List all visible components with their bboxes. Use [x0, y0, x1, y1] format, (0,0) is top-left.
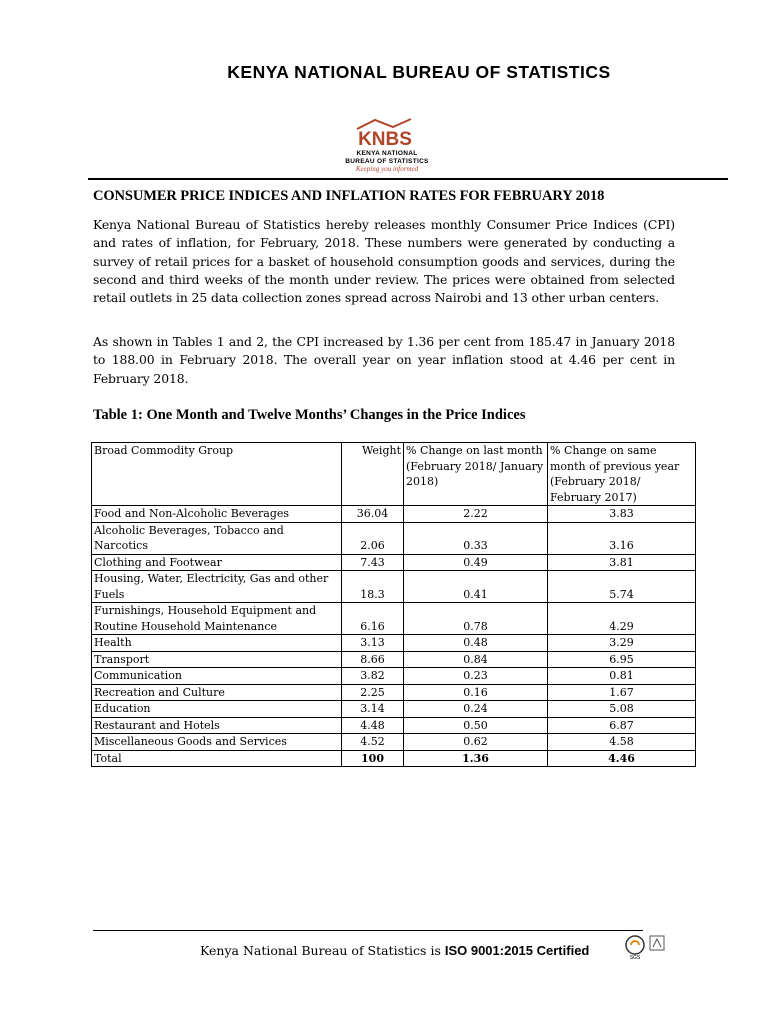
- cell-month-change: 0.41: [404, 571, 548, 603]
- cell-year-change: 1.67: [548, 684, 696, 701]
- cell-commodity-group: Alcoholic Beverages, Tobacco and Narcotics: [92, 522, 342, 554]
- cell-year-change: 6.87: [548, 717, 696, 734]
- footer-note: [200, 943, 589, 958]
- cell-year-change: 4.58: [548, 734, 696, 751]
- table-row: [92, 522, 696, 554]
- cell-commodity-group: Education: [92, 701, 342, 718]
- cell-commodity-group: Restaurant and Hotels: [92, 717, 342, 734]
- cell-month-change: 2.22: [404, 506, 548, 523]
- cell-commodity-group: Clothing and Footwear: [92, 554, 342, 571]
- cell-year-change: 3.29: [548, 635, 696, 652]
- cell-year-change: 3.83: [548, 506, 696, 523]
- cell-weight: 100: [342, 750, 404, 767]
- cell-year-change: 5.74: [548, 571, 696, 603]
- intro-paragraph: Kenya National Bureau of Statistics hereby releases monthly Consumer Price Indices (CPI) and rates of inflation, for February, 2018. These numbers were generated by conducting a survey of retail prices for a basket of household consumption goods and services, during the second and third weeks of the month under review. The prices were obtained from selected retail outlets in 25 data collection zones spread across Nairobi and 13 other urban centers.: [93, 217, 675, 306]
- table-row: [92, 734, 696, 751]
- table-row: [92, 571, 696, 603]
- cell-year-change: 4.29: [548, 603, 696, 635]
- cell-month-change: 1.36: [404, 750, 548, 767]
- cell-weight: 7.43: [342, 554, 404, 571]
- table-row: [92, 506, 696, 523]
- cell-month-change: 0.48: [404, 635, 548, 652]
- organization-title: KENYA NATIONAL BUREAU OF STATISTICS: [227, 62, 611, 82]
- certification-badge-icon: [622, 933, 670, 961]
- cell-weight: 8.66: [342, 651, 404, 668]
- table-total-row: [92, 750, 696, 767]
- cell-weight: 36.04: [342, 506, 404, 523]
- cell-commodity-group: Housing, Water, Electricity, Gas and other Fuels: [92, 571, 342, 603]
- cell-month-change: 0.49: [404, 554, 548, 571]
- cell-year-change: 4.46: [548, 750, 696, 767]
- cell-weight: 4.52: [342, 734, 404, 751]
- cell-commodity-group: Transport: [92, 651, 342, 668]
- header-broad-commodity-group: Broad Commodity Group: [92, 443, 342, 506]
- table-row: [92, 684, 696, 701]
- document-heading: CONSUMER PRICE INDICES AND INFLATION RATES FOR FEBRUARY 2018: [93, 188, 605, 204]
- price-indices-table: [91, 442, 696, 767]
- cell-commodity-group: Food and Non-Alcoholic Beverages: [92, 506, 342, 523]
- table-row: [92, 554, 696, 571]
- footer-divider: [93, 930, 643, 931]
- table-row: [92, 651, 696, 668]
- cell-month-change: 0.24: [404, 701, 548, 718]
- cell-year-change: 0.81: [548, 668, 696, 685]
- cell-month-change: 0.16: [404, 684, 548, 701]
- cell-year-change: 3.81: [548, 554, 696, 571]
- cell-month-change: 0.84: [404, 651, 548, 668]
- cell-month-change: 0.23: [404, 668, 548, 685]
- cell-month-change: 0.62: [404, 734, 548, 751]
- logo-tagline: Keeping you informed: [355, 165, 419, 173]
- header-month-change: % Change on last month (February 2018/ January 2018): [404, 443, 548, 506]
- cell-commodity-group: Miscellaneous Goods and Services: [92, 734, 342, 751]
- iso-certification: ISO 9001:2015 Certified: [444, 943, 590, 958]
- table-row: [92, 668, 696, 685]
- cell-year-change: 3.16: [548, 522, 696, 554]
- summary-paragraph: As shown in Tables 1 and 2, the CPI increased by 1.36 per cent from 185.47 in January 2018 to 188.00 in February 2018. The overall year on year inflation stood at 4.46 per cent in February 2018.: [93, 334, 675, 386]
- cell-weight: 3.13: [342, 635, 404, 652]
- table-row: [92, 635, 696, 652]
- svg-text:SGS: SGS: [629, 955, 641, 961]
- cell-commodity-group: Health: [92, 635, 342, 652]
- cell-commodity-group: Furnishings, Household Equipment and Routine Household Maintenance: [92, 603, 342, 635]
- cell-weight: 4.48: [342, 717, 404, 734]
- logo-line-2: BUREAU OF STATISTICS: [345, 158, 429, 165]
- cell-weight: 3.14: [342, 701, 404, 718]
- logo-line-1: KENYA NATIONAL: [356, 150, 418, 157]
- table-row: [92, 603, 696, 635]
- cell-commodity-group: Total: [92, 750, 342, 767]
- knbs-logo-mark: [335, 117, 435, 147]
- header-year-change: % Change on same month of previous year (February 2018/ February 2017): [548, 443, 696, 506]
- knbs-logo: [335, 117, 435, 175]
- cell-month-change: 0.33: [404, 522, 548, 554]
- cell-weight: 3.82: [342, 668, 404, 685]
- table-row: [92, 701, 696, 718]
- table-caption: Table 1: One Month and Twelve Months’ Changes in the Price Indices: [93, 407, 526, 423]
- table-body: [92, 506, 696, 767]
- cell-year-change: 6.95: [548, 651, 696, 668]
- cell-weight: 2.06: [342, 522, 404, 554]
- cell-commodity-group: Communication: [92, 668, 342, 685]
- cell-month-change: 0.78: [404, 603, 548, 635]
- table-header-row: [92, 443, 696, 506]
- header-divider: [88, 178, 728, 180]
- cell-month-change: 0.50: [404, 717, 548, 734]
- cell-year-change: 5.08: [548, 701, 696, 718]
- cell-commodity-group: Recreation and Culture: [92, 684, 342, 701]
- cell-weight: 6.16: [342, 603, 404, 635]
- cell-weight: 18.3: [342, 571, 404, 603]
- footer-text: Kenya National Bureau of Statistics is: [200, 943, 441, 958]
- header-weight: Weight: [342, 443, 404, 506]
- svg-text:KNBS: KNBS: [358, 129, 412, 147]
- table-row: [92, 717, 696, 734]
- cell-weight: 2.25: [342, 684, 404, 701]
